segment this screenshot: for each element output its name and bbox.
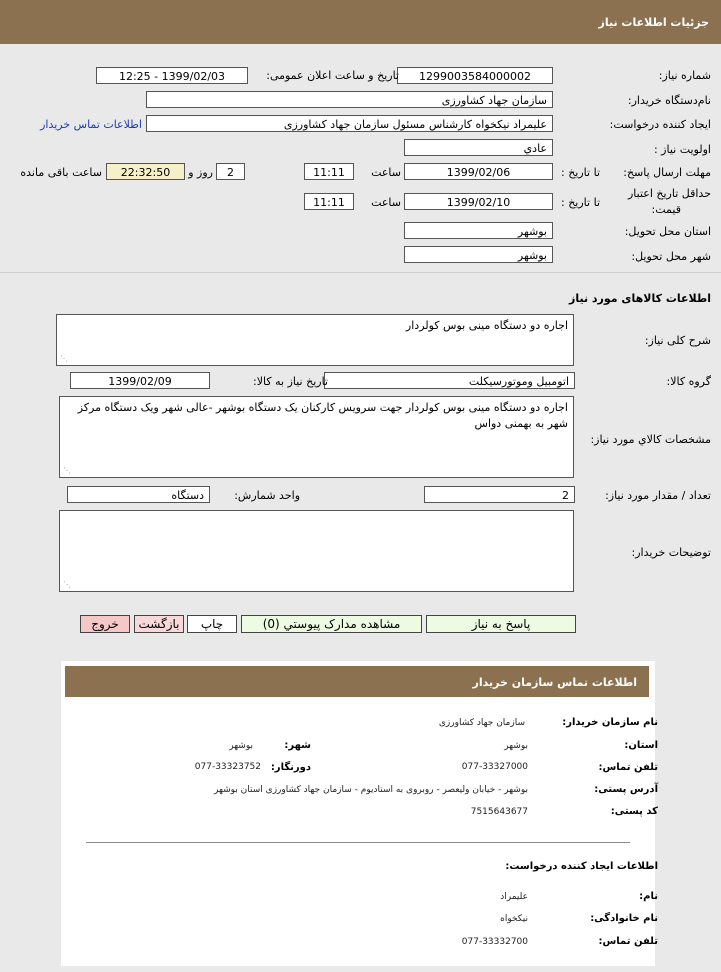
buyer-org-field[interactable]: سازمان جهاد کشاورزی <box>146 91 553 108</box>
creator-first-name-value: علیمراد <box>500 892 528 902</box>
contact-fax-label: دورنگار: <box>270 762 311 773</box>
creator-label: ايجاد کننده درخواست: <box>609 118 711 131</box>
creator-last-name-label: نام خانوادگی: <box>590 913 658 924</box>
deadline-date-field[interactable]: 1399/02/06 <box>404 163 553 180</box>
contact-fax-value: 077-33323752 <box>194 762 261 772</box>
validity-time-label: ساعت <box>371 196 401 209</box>
need-number-label: شماره نياز: <box>658 69 711 82</box>
validity-to-date-label: تا تاريخ : <box>561 196 600 209</box>
summary-label: شرح کلی نياز: <box>644 334 711 347</box>
days-remaining-field[interactable]: 2 <box>216 163 245 180</box>
remaining-time-field[interactable]: 22:32:50 <box>106 163 185 180</box>
contact-address-value: بوشهر - خیابان ولیعصر - روبروی به استادیوم - سازمان جهاد کشاورزی استان بوشهر <box>214 785 528 795</box>
contact-province-label: استان: <box>624 740 658 751</box>
summary-text: اجاره دو دستگاه مینی بوس کولردار <box>405 319 568 332</box>
qty-field[interactable]: 2 <box>424 486 575 503</box>
spec-label: مشخصات کالاي مورد نياز: <box>590 433 711 446</box>
need-number-field[interactable]: 1299003584000002 <box>397 67 553 84</box>
creator-phone-value: 077-33332700 <box>461 937 528 947</box>
contact-address-label: آدرس پستی: <box>594 784 658 795</box>
need-date-field[interactable]: 1399/02/09 <box>70 372 210 389</box>
validity-label: حداقل تاريخ اعتبار <box>627 187 711 200</box>
buyer-org-label: نام‌دستگاه خريدار: <box>627 94 711 107</box>
resize-grip-icon[interactable]: ⋰ <box>63 466 71 475</box>
exit-button[interactable]: خروج <box>80 615 130 633</box>
group-label: گروه کالا: <box>666 375 711 388</box>
resize-grip-icon[interactable]: ⋰ <box>60 354 68 363</box>
reply-button[interactable]: پاسخ به نياز <box>426 615 576 633</box>
contact-postal-value: 7515643677 <box>470 807 528 817</box>
priority-label: اولويت نياز : <box>653 143 711 156</box>
contact-card-header <box>65 666 649 697</box>
deadline-to-date-label: تا تاريخ : <box>561 166 600 179</box>
need-date-label: تاريخ نياز به کالا: <box>253 375 328 388</box>
announce-label: تاريخ و ساعت اعلان عمومی: <box>266 69 399 82</box>
unit-label: واحد شمارش: <box>234 489 300 502</box>
contact-info-link[interactable]: اطلاعات تماس خريدار <box>40 118 142 131</box>
spec-textarea[interactable] <box>59 396 574 478</box>
contact-postal-label: کد پستی: <box>610 806 658 817</box>
announce-field[interactable]: 1399/02/03 - 12:25 <box>96 67 248 84</box>
unit-field[interactable]: دستگاه <box>67 486 210 503</box>
spec-text: اجاره دو دستگاه مینی بوس کولردار جهت سرویس کارکنان یک دستگاه بوشهر -عالی شهر ویک دستگاه مرکز شهر به بهمنی دواس <box>77 401 568 430</box>
priority-field[interactable]: عادي <box>404 139 553 156</box>
creator-section-title: اطلاعات ایجاد کننده درخواست: <box>505 861 658 872</box>
deadline-label: مهلت ارسال پاسخ: <box>623 166 711 179</box>
resize-grip-icon[interactable]: ⋰ <box>63 580 71 589</box>
buyer-notes-textarea[interactable] <box>59 510 574 592</box>
province-field[interactable]: بوشهر <box>404 222 553 239</box>
buyer-notes-label: توضيحات خريدار: <box>631 546 711 559</box>
summary-textarea[interactable] <box>56 314 574 366</box>
goods-section-title: اطلاعات کالاهای مورد نیاز <box>569 292 711 305</box>
contact-card-title: اطلاعات تماس سازمان خریدار <box>472 676 637 689</box>
contact-province-value: بوشهر <box>504 741 528 751</box>
contact-phone-value: 077-33327000 <box>461 762 528 772</box>
contact-phone-label: تلفن تماس: <box>598 762 658 773</box>
org-name-label: نام سازمان خریدار: <box>562 717 658 728</box>
province-label: استان محل تحويل: <box>624 225 711 238</box>
page-title: جزئيات اطلاعات نياز <box>598 16 709 29</box>
creator-field[interactable]: عليمراد نيکخواه کارشناس مسئول سازمان جهاد کشاورزی <box>146 115 553 132</box>
remaining-time-label: ساعت باقی مانده <box>20 166 102 179</box>
section-divider <box>0 272 721 273</box>
creator-phone-label: تلفن تماس: <box>598 936 658 947</box>
creator-last-name-value: نیکخواه <box>500 914 528 924</box>
creator-first-name-label: نام: <box>639 891 658 902</box>
group-field[interactable]: اتومبيل وموتورسيکلت <box>324 372 575 389</box>
deadline-time-label: ساعت <box>371 166 401 179</box>
contact-card <box>61 661 655 966</box>
deadline-time-field[interactable]: 11:11 <box>304 163 354 180</box>
city-field[interactable]: بوشهر <box>404 246 553 263</box>
city-label: شهر محل تحويل: <box>631 250 711 263</box>
validity-time-field[interactable]: 11:11 <box>304 193 354 210</box>
contact-divider <box>86 842 630 843</box>
contact-city-value: بوشهر <box>229 741 253 751</box>
contact-city-label: شهر: <box>284 740 311 751</box>
qty-label: تعداد / مقدار مورد نیاز: <box>605 489 711 502</box>
validity-label-2: قيمت: <box>651 203 681 216</box>
attachments-button[interactable]: مشاهده مدارک پيوستي (0) <box>241 615 422 633</box>
page-header <box>0 0 721 44</box>
validity-date-field[interactable]: 1399/02/10 <box>404 193 553 210</box>
print-button[interactable]: چاپ <box>187 615 237 633</box>
org-name-value: سازمان جهاد کشاورزی <box>438 718 525 728</box>
days-label: روز و <box>188 166 213 179</box>
back-button[interactable]: بازگشت <box>134 615 184 633</box>
